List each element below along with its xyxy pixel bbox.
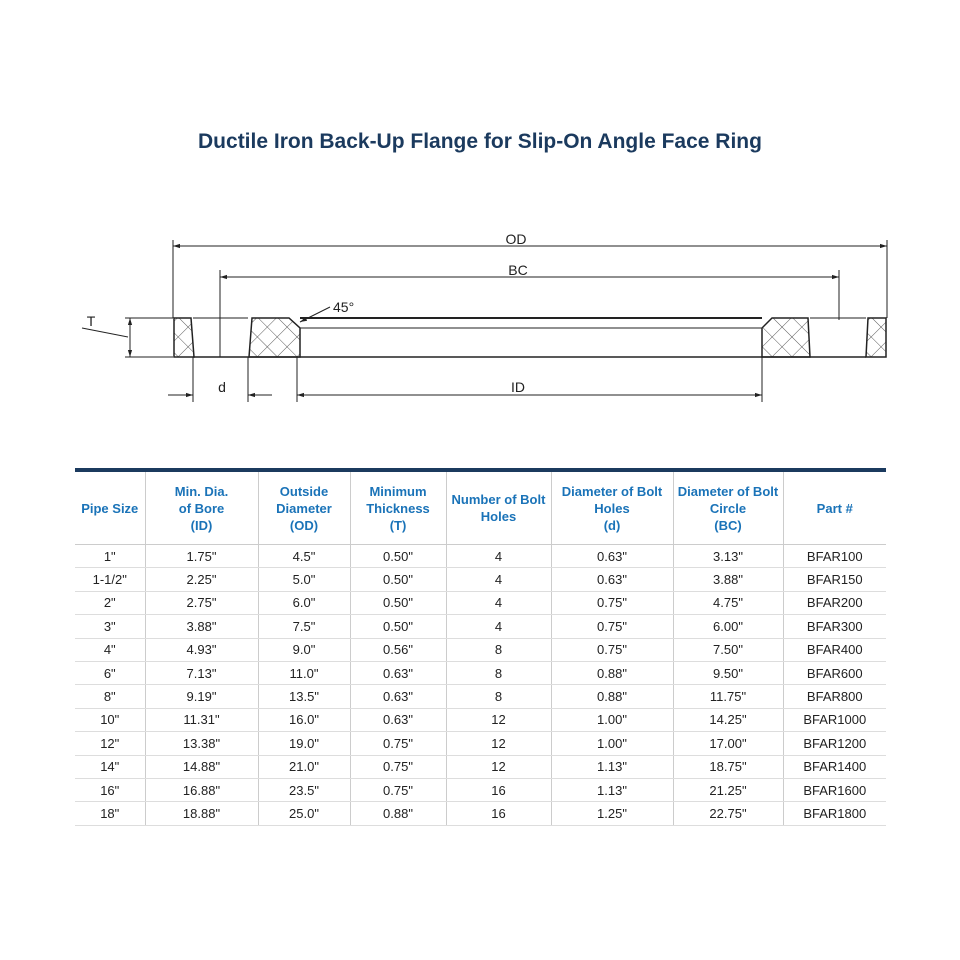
table-cell: 16.88": [145, 778, 258, 801]
table-cell: 6.00": [673, 615, 783, 638]
table-cell: 17.00": [673, 732, 783, 755]
table-cell: BFAR150: [783, 568, 886, 591]
table-row: [75, 802, 886, 825]
table-row: [75, 778, 886, 801]
table-cell: 1.75": [145, 545, 258, 568]
column-header-line: Pipe Size: [81, 500, 139, 516]
table-cell: 6.0": [258, 591, 350, 614]
table-header-row: [75, 470, 886, 545]
column-header-line: (T): [389, 517, 407, 533]
table-cell: 4: [446, 591, 551, 614]
table-cell: 3.88": [145, 615, 258, 638]
column-header: [258, 470, 350, 545]
table-row: [75, 568, 886, 591]
table-cell: BFAR600: [783, 661, 886, 684]
table-cell: 9.0": [258, 638, 350, 661]
table-row: [75, 591, 886, 614]
table-cell: 7.50": [673, 638, 783, 661]
table-cell: 9.50": [673, 661, 783, 684]
table-cell: 4: [446, 615, 551, 638]
table-cell: 0.75": [350, 778, 446, 801]
table-cell: BFAR1400: [783, 755, 886, 778]
table-cell: 10": [75, 708, 145, 731]
table-cell: 1-1/2": [75, 568, 145, 591]
table-cell: 4.75": [673, 591, 783, 614]
table-cell: 16": [75, 778, 145, 801]
od-label: OD: [505, 231, 527, 247]
table-cell: 0.63": [551, 545, 673, 568]
table-cell: 11.31": [145, 708, 258, 731]
table-cell: 0.75": [551, 615, 673, 638]
table-cell: BFAR1800: [783, 802, 886, 825]
table-cell: BFAR1000: [783, 708, 886, 731]
table-cell: 4": [75, 638, 145, 661]
table-cell: 21.25": [673, 778, 783, 801]
table-row: [75, 685, 886, 708]
table-row: [75, 732, 886, 755]
table-cell: 18": [75, 802, 145, 825]
table-cell: 1.13": [551, 755, 673, 778]
table-row: [75, 638, 886, 661]
column-header-line: (d): [603, 517, 621, 533]
id-label: ID: [511, 379, 525, 395]
column-header-line: Holes: [594, 500, 630, 516]
table-cell: 18.88": [145, 802, 258, 825]
column-header-line: Diameter of Bolt: [561, 483, 663, 499]
table-cell: 0.75": [350, 732, 446, 755]
table-cell: 0.63": [350, 661, 446, 684]
hatched-section-left-outer: [174, 318, 194, 357]
table-row: [75, 615, 886, 638]
table-cell: 13.38": [145, 732, 258, 755]
table-cell: 1.00": [551, 708, 673, 731]
table-cell: 13.5": [258, 685, 350, 708]
table-cell: 8: [446, 638, 551, 661]
table-cell: 0.63": [551, 568, 673, 591]
table-cell: 0.56": [350, 638, 446, 661]
table-cell: 4: [446, 568, 551, 591]
table-cell: 0.63": [350, 685, 446, 708]
table-cell: 8: [446, 661, 551, 684]
table-cell: 12: [446, 708, 551, 731]
table-cell: 11.75": [673, 685, 783, 708]
table-cell: 3": [75, 615, 145, 638]
column-header-line: Outside: [279, 483, 329, 499]
table-cell: 4: [446, 545, 551, 568]
table-cell: 1.13": [551, 778, 673, 801]
column-header-line: Thickness: [366, 500, 430, 516]
table-cell: BFAR300: [783, 615, 886, 638]
column-header-line: Number of Bolt: [451, 492, 546, 507]
table-cell: BFAR200: [783, 591, 886, 614]
table-cell: 8": [75, 685, 145, 708]
table-cell: 0.50": [350, 615, 446, 638]
table-cell: BFAR400: [783, 638, 886, 661]
table-cell: 5.0": [258, 568, 350, 591]
column-header-line: Diameter: [276, 500, 332, 516]
table-cell: 16: [446, 802, 551, 825]
table-cell: 1.00": [551, 732, 673, 755]
column-header-line: Diameter of Bolt: [677, 483, 779, 499]
table-cell: 14": [75, 755, 145, 778]
table-cell: 11.0": [258, 661, 350, 684]
table-row: [75, 755, 886, 778]
table-cell: 14.25": [673, 708, 783, 731]
table-cell: 21.0": [258, 755, 350, 778]
table-cell: 14.88": [145, 755, 258, 778]
bc-label: BC: [508, 262, 528, 278]
table-row: [75, 545, 886, 568]
column-header-line: (OD): [289, 517, 319, 533]
column-header-line: Minimum: [369, 483, 427, 499]
table-cell: 23.5": [258, 778, 350, 801]
table-cell: 0.63": [350, 708, 446, 731]
column-header-line: Holes: [480, 509, 517, 524]
table-cell: 2.25": [145, 568, 258, 591]
table-cell: 0.75": [350, 755, 446, 778]
table-cell: 6": [75, 661, 145, 684]
column-header: [673, 470, 783, 545]
column-header-line: (ID): [190, 517, 213, 533]
table-cell: 7.5": [258, 615, 350, 638]
table-cell: 0.88": [350, 802, 446, 825]
table-cell: 3.88": [673, 568, 783, 591]
table-cell: 0.50": [350, 591, 446, 614]
column-header: [145, 470, 258, 545]
table-cell: 4.5": [258, 545, 350, 568]
hatched-section-left-inner: [249, 318, 300, 357]
table-cell: 12: [446, 732, 551, 755]
table-cell: 0.75": [551, 638, 673, 661]
column-header-line: (BC): [714, 517, 742, 533]
column-header: [551, 470, 673, 545]
column-header-line: Circle: [709, 500, 747, 516]
column-header: [75, 470, 145, 545]
table-cell: 22.75": [673, 802, 783, 825]
table-cell: 0.75": [551, 591, 673, 614]
column-header-line: Part #: [816, 500, 853, 516]
table-cell: 18.75": [673, 755, 783, 778]
column-header-line: of Bore: [178, 500, 225, 516]
table-cell: 0.88": [551, 661, 673, 684]
table-cell: 16: [446, 778, 551, 801]
table-cell: 8: [446, 685, 551, 708]
table-cell: 9.19": [145, 685, 258, 708]
d-label: d: [218, 379, 226, 395]
t-label: T: [86, 313, 96, 329]
hatched-section-right-inner: [762, 318, 810, 357]
table-cell: BFAR100: [783, 545, 886, 568]
table-cell: 12: [446, 755, 551, 778]
table-cell: BFAR1600: [783, 778, 886, 801]
column-header: [783, 470, 886, 545]
table-cell: 7.13": [145, 661, 258, 684]
table-cell: 1.25": [551, 802, 673, 825]
table-cell: 19.0": [258, 732, 350, 755]
table-row: [75, 708, 886, 731]
table-cell: 0.50": [350, 568, 446, 591]
table-cell: 2": [75, 591, 145, 614]
table-cell: BFAR1200: [783, 732, 886, 755]
table-cell: 0.88": [551, 685, 673, 708]
hatched-section-right-outer: [866, 318, 886, 357]
table-cell: 4.93": [145, 638, 258, 661]
table-cell: 12": [75, 732, 145, 755]
table-cell: 25.0": [258, 802, 350, 825]
table-cell: 16.0": [258, 708, 350, 731]
table-cell: 1": [75, 545, 145, 568]
flange-dimensions-table: [75, 468, 886, 826]
table-cell: BFAR800: [783, 685, 886, 708]
column-header: [446, 470, 551, 545]
column-header-line: Min. Dia.: [174, 483, 229, 499]
flange-cross-section-drawing: [0, 0, 960, 440]
table-cell: 2.75": [145, 591, 258, 614]
angle-label: 45°: [333, 299, 355, 315]
table-cell: 3.13": [673, 545, 783, 568]
page-title: Ductile Iron Back-Up Flange for Slip-On Angle Face Ring: [198, 130, 762, 153]
column-header: [350, 470, 446, 545]
table-cell: 0.50": [350, 545, 446, 568]
table-row: [75, 661, 886, 684]
